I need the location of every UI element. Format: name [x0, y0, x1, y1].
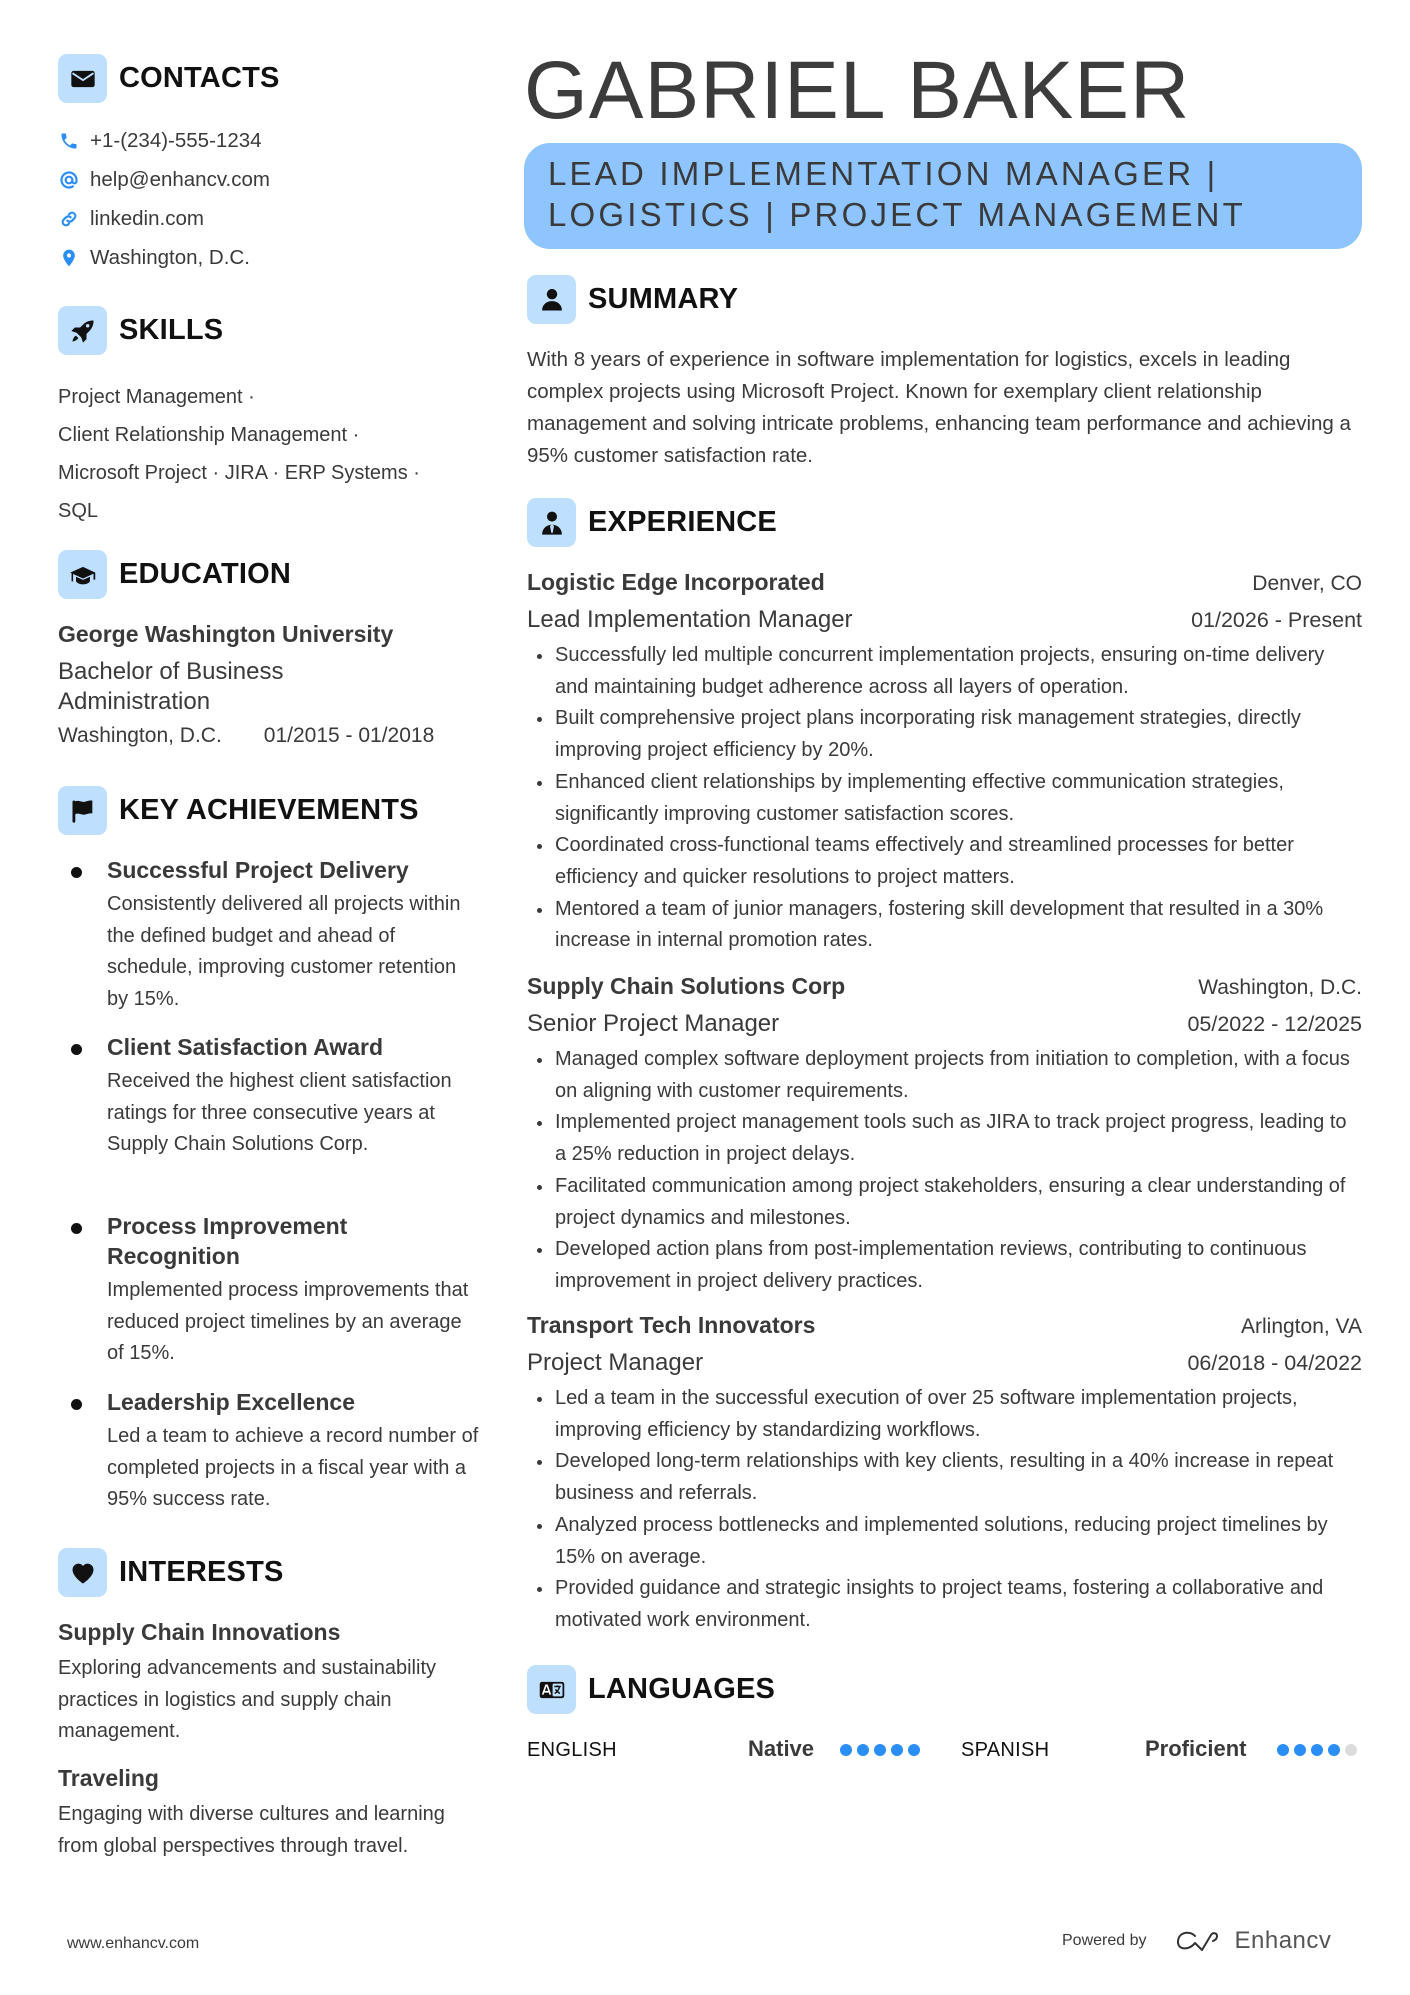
rating-dot-filled: [874, 1744, 886, 1756]
interest-item: [58, 1617, 488, 1748]
rocket-icon: [58, 306, 107, 355]
language-name-english: [527, 1735, 617, 1765]
job-bullet: Enhanced client relationships by implementing effective communication strategies, significantly improving customer satisfaction scores.: [527, 767, 1362, 830]
candidate-title: LEAD IMPLEMENTATION MANAGER | LOGISTICS | PROJECT MANAGEMENT: [548, 155, 1247, 233]
contact-phone: [58, 129, 262, 153]
job-bullet: Analyzed process bottlenecks and implemented solutions, reducing project timelines by 15% on average.: [527, 1510, 1362, 1573]
education-degree: [58, 657, 478, 717]
interests-section-header: [58, 1548, 284, 1597]
job-company: Supply Chain Solutions Corp: [527, 973, 846, 999]
language-rating-spanish: [1277, 1744, 1357, 1756]
achievement-title: Successful Project Delivery: [107, 857, 409, 883]
interests-heading: INTERESTS: [119, 1556, 284, 1588]
language-rating-english: [840, 1744, 920, 1756]
skills-line: Client Relationship Management ·: [58, 424, 360, 446]
job-role: Project Manager: [527, 1349, 704, 1376]
job-role: Senior Project Manager: [527, 1010, 780, 1037]
languages-heading: LANGUAGES: [588, 1673, 776, 1705]
education-dates: 01/2015 - 01/2018: [263, 724, 435, 747]
interest-desc: Engaging with diverse cultures and learning from global perspectives through travel.: [58, 1803, 445, 1857]
job-company: Logistic Edge Incorporated: [527, 569, 825, 595]
achievement-item: [58, 1211, 488, 1370]
location-text: Washington, D.C.: [90, 246, 250, 269]
achievement-desc: Consistently delivered all projects within the defined budget and ahead of schedule, improving customer retention by 15%.: [107, 893, 461, 1010]
achievement-title: Client Satisfaction Award: [107, 1034, 384, 1060]
interest-item: [58, 1763, 488, 1862]
flag-icon: [58, 786, 107, 835]
achievement-desc: Implemented process improvements that reduced project timelines by an average of 15%.: [107, 1279, 469, 1364]
job-bullets: [527, 640, 1362, 957]
bullet-icon: [71, 867, 82, 878]
contact-linkedin[interactable]: [58, 207, 204, 231]
rating-dot-filled: [908, 1744, 920, 1756]
skills-line: Project Management ·: [58, 386, 255, 408]
skills-line: SQL: [58, 500, 99, 522]
job-dates: 06/2018 - 04/2022: [1187, 1351, 1362, 1375]
summary-heading: SUMMARY: [588, 283, 739, 315]
achievement-item: [58, 1387, 488, 1516]
achievements-section-header: [58, 786, 419, 835]
contact-email[interactable]: [58, 168, 270, 192]
bullet-icon: [71, 1399, 82, 1410]
summary-section-header: [527, 275, 738, 324]
user-icon: [527, 275, 576, 324]
job-bullet: Coordinated cross-functional teams effectively and streamlined processes for better efficiency and quicker resolutions to project matters.: [527, 830, 1362, 893]
achievement-title: Leadership Excellence: [107, 1389, 356, 1415]
experience-section-header: [527, 498, 777, 547]
linkedin-link[interactable]: linkedin.com: [90, 207, 204, 230]
job-entry: [527, 1307, 1362, 1637]
graduation-cap-icon: [58, 550, 107, 599]
education-meta: [58, 724, 478, 748]
language-name: SPANISH: [961, 1738, 1050, 1761]
job-bullet: Built comprehensive project plans incorporating risk management strategies, directly improving project efficiency by 20%.: [527, 703, 1362, 766]
powered-by-label: Powered by: [1062, 1932, 1147, 1949]
envelope-icon: [58, 54, 107, 103]
job-bullet: Implemented project management tools such as JIRA to track project progress, leading to a 25% reduction in project delays.: [527, 1107, 1362, 1170]
job-bullet: Successfully led multiple concurrent implementation projects, ensuring on-time delivery and maintaining budget adherence across all layers of operation.: [527, 640, 1362, 703]
job-location: Denver, CO: [1252, 572, 1362, 595]
interest-desc: Exploring advancements and sustainability practices in logistics and supply chain management.: [58, 1657, 436, 1742]
job-bullet: Mentored a team of junior managers, fostering skill development that resulted in a 30% increase in internal promotion rates.: [527, 894, 1362, 957]
heart-icon: [58, 1548, 107, 1597]
job-company: Transport Tech Innovators: [527, 1312, 816, 1338]
education-degree-text: Bachelor of Business Administration: [58, 658, 284, 715]
job-bullets: [527, 1383, 1362, 1637]
language-name: ENGLISH: [527, 1738, 617, 1761]
user-tie-icon: [527, 498, 576, 547]
rating-dot-filled: [1328, 1744, 1340, 1756]
candidate-name: GABRIEL BAKER: [524, 45, 1191, 136]
phone-number: +1-(234)-555-1234: [90, 129, 262, 152]
job-entry: [527, 564, 1362, 957]
interest-title: Supply Chain Innovations: [58, 1619, 341, 1645]
achievements-heading: KEY ACHIEVEMENTS: [119, 794, 419, 826]
skills-list: [58, 378, 488, 530]
achievement-desc: Received the highest client satisfaction ratings for three consecutive years at Supply Chain Solutions Corp.: [107, 1070, 452, 1155]
job-dates: 05/2022 - 12/2025: [1187, 1012, 1362, 1036]
phone-icon: [58, 130, 80, 152]
job-location: Arlington, VA: [1240, 1315, 1362, 1338]
rating-dot-filled: [1277, 1744, 1289, 1756]
experience-heading: EXPERIENCE: [588, 506, 777, 538]
job-bullets: [527, 1044, 1362, 1298]
at-icon: [58, 169, 80, 191]
job-bullet: Led a team in the successful execution of over 25 software implementation projects, improving efficiency by standardizing workflows.: [527, 1383, 1362, 1446]
enhancv-brand-name: Enhancv: [1234, 1927, 1332, 1954]
contacts-heading: CONTACTS: [119, 62, 280, 94]
bullet-icon: [71, 1223, 82, 1234]
job-location: Washington, D.C.: [1198, 976, 1362, 999]
link-icon: [58, 208, 80, 230]
footer-website-link[interactable]: www.enhancv.com: [67, 1935, 200, 1952]
education-school: George Washington University: [58, 621, 394, 647]
achievement-item: [58, 855, 488, 1015]
rating-dot-filled: [840, 1744, 852, 1756]
job-bullet: Provided guidance and strategic insights to project teams, fostering a collaborative and motivated work environment.: [527, 1573, 1362, 1636]
enhancv-logo-icon: [1175, 1929, 1221, 1953]
education-heading: EDUCATION: [119, 558, 292, 590]
language-level: Proficient: [1145, 1736, 1247, 1761]
contact-location: [58, 246, 250, 270]
rating-dot-empty: [1345, 1744, 1357, 1756]
summary-text: With 8 years of experience in software implementation for logistics, excels in leading complex projects using Microsoft Project. Known for exemplary client relationship management and solving intricate problems, enhancing team performance and achieving a 95% customer satisfaction rate.: [527, 348, 1351, 467]
job-role: Lead Implementation Manager: [527, 606, 853, 633]
translate-icon: [527, 1665, 576, 1714]
job-bullet: Developed long-term relationships with key clients, resulting in a 40% increase in repeat business and referrals.: [527, 1446, 1362, 1509]
skills-line: Microsoft Project · JIRA · ERP Systems ·: [58, 462, 420, 484]
bullet-icon: [71, 1044, 82, 1055]
rating-dot-filled: [1294, 1744, 1306, 1756]
languages-list: [527, 1735, 1362, 1765]
job-dates: 01/2026 - Present: [1191, 608, 1362, 632]
job-bullet: Managed complex software deployment projects from initiation to completion, with a focus on aligning with customer requirements.: [527, 1044, 1362, 1107]
footer-branding[interactable]: [1062, 1927, 1331, 1955]
job-bullet: Facilitated communication among project stakeholders, ensuring a clear understanding of project dynamics and milestones.: [527, 1171, 1362, 1234]
contacts-section-header: [58, 54, 280, 103]
language-name-spanish: [961, 1735, 1049, 1765]
education-section-header: [58, 550, 291, 599]
skills-section-header: [58, 306, 223, 355]
skills-heading: SKILLS: [119, 314, 224, 346]
interest-title: Traveling: [58, 1765, 159, 1791]
email-link[interactable]: help@enhancv.com: [90, 168, 270, 191]
rating-dot-filled: [857, 1744, 869, 1756]
rating-dot-filled: [1311, 1744, 1323, 1756]
achievement-title: Process Improvement Recognition: [107, 1213, 348, 1269]
job-bullet: Developed action plans from post-implementation reviews, contributing to continuous improvement in project delivery practices.: [527, 1234, 1362, 1297]
title-banner: [524, 143, 1362, 249]
job-entry: [527, 968, 1362, 1298]
languages-section-header: [527, 1665, 775, 1714]
rating-dot-filled: [891, 1744, 903, 1756]
achievement-item: [58, 1032, 488, 1161]
achievement-desc: Led a team to achieve a record number of completed projects in a fiscal year with a 95% success rate.: [107, 1425, 479, 1510]
language-level: Native: [748, 1736, 815, 1761]
education-location: Washington, D.C.: [58, 724, 222, 747]
location-pin-icon: [58, 247, 80, 269]
